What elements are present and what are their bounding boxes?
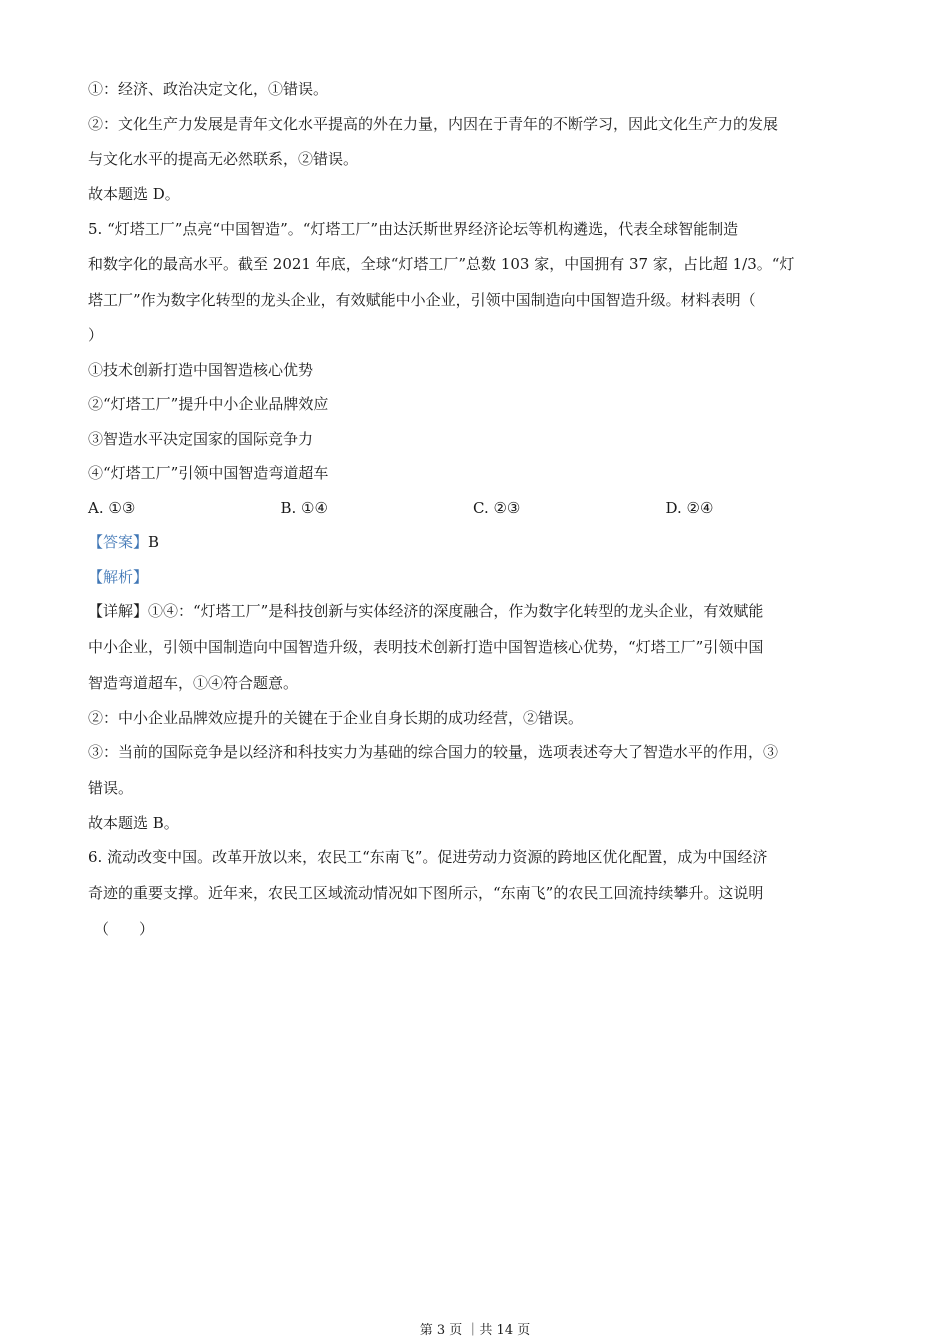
prev-analysis-point2-line2: 与文化水平的提高无必然联系，②错误。 (88, 150, 359, 168)
q5-stem-line1: 5. “灯塔工厂”点亮“中国智造”。“灯塔工厂”由达沃斯世界经济论坛等机构遴选，代表全球智能制造 (88, 219, 739, 238)
q5-detail-line3: 智造弯道超车，①④符合题意。 (88, 673, 299, 692)
q6-stem-line2: 奇迹的重要支撑。近年来，农民工区域流动情况如下图所示，“东南飞”的农民工回流持续攀升。这说明 (88, 883, 764, 902)
q5-statement-3: ③智造水平决定国家的国际竞争力 (88, 429, 314, 448)
q5-detail-point2: ②：中小企业品牌效应提升的关键在于企业自身长期的成功经营，②错误。 (88, 708, 584, 727)
document-page (88, 72, 858, 947)
answer-value: B (148, 533, 160, 551)
q5-option-c: C. ②③ (473, 498, 521, 517)
q6-stem-line1: 6. 流动改变中国。改革开放以来，农民工“东南飞”。促进劳动力资源的跨地区优化配置，成为中国经济 (88, 848, 768, 866)
q5-stem-line3: 塔工厂”作为数字化转型的龙头企业，有效赋能中小企业，引领中国制造向中国智造升级。材料表明（ (88, 291, 756, 309)
q5-conclusion: 故本题选 B。 (88, 813, 179, 832)
answer-tag: 【答案】 (88, 533, 149, 551)
q5-statement-4: ④“灯塔工厂”引领中国智造弯道超车 (88, 464, 329, 482)
q5-detail-point3-line1: ③：当前的国际竞争是以经济和科技实力为基础的综合国力的较量，选项表述夸大了智造水平的作用，③ (88, 743, 779, 761)
q5-option-b: B. ①④ (280, 498, 328, 517)
analysis-tag: 【解析】 (88, 567, 149, 586)
q5-stem-line2: 和数字化的最高水平。截至 2021 年底，全球“灯塔工厂”总数 103 家，中国拥有 37 家，占比超 1/3。“灯 (88, 255, 795, 273)
q5-answer (88, 525, 858, 560)
page-footer: 第 3 页 ｜共 14 页 (419, 1323, 531, 1338)
q5-detail-line2: 中小企业，引领中国制造向中国智造升级，表明技术创新打造中国智造核心优势，“灯塔工厂”引领中国 (88, 637, 764, 656)
prev-conclusion: 故本题选 D。 (88, 185, 180, 203)
q5-option-d: D. ②④ (665, 498, 714, 517)
q5-option-a: A. ①③ (88, 498, 136, 517)
q5-stem-line4: ） (88, 326, 104, 344)
q5-detail-line1: 【详解】①④：“灯塔工厂”是科技创新与实体经济的深度融合，作为数字化转型的龙头企业，有效赋能 (88, 602, 764, 620)
q5-options (88, 491, 858, 526)
q5-statement-1: ①技术创新打造中国智造核心优势 (88, 360, 314, 379)
prev-analysis-point1: ①：经济、政治决定文化，①错误。 (88, 80, 329, 98)
q5-statement-2: ②“灯塔工厂”提升中小企业品牌效应 (88, 395, 329, 413)
prev-analysis-point2-line1: ②：文化生产力发展是青年文化水平提高的外在力量，内因在于青年的不断学习，因此文化生产力的发展 (88, 114, 779, 133)
q5-analysis-heading (88, 560, 858, 595)
q5-detail-point3-line2: 错误。 (88, 778, 134, 797)
q6-stem-line3: （ ） (94, 919, 155, 938)
